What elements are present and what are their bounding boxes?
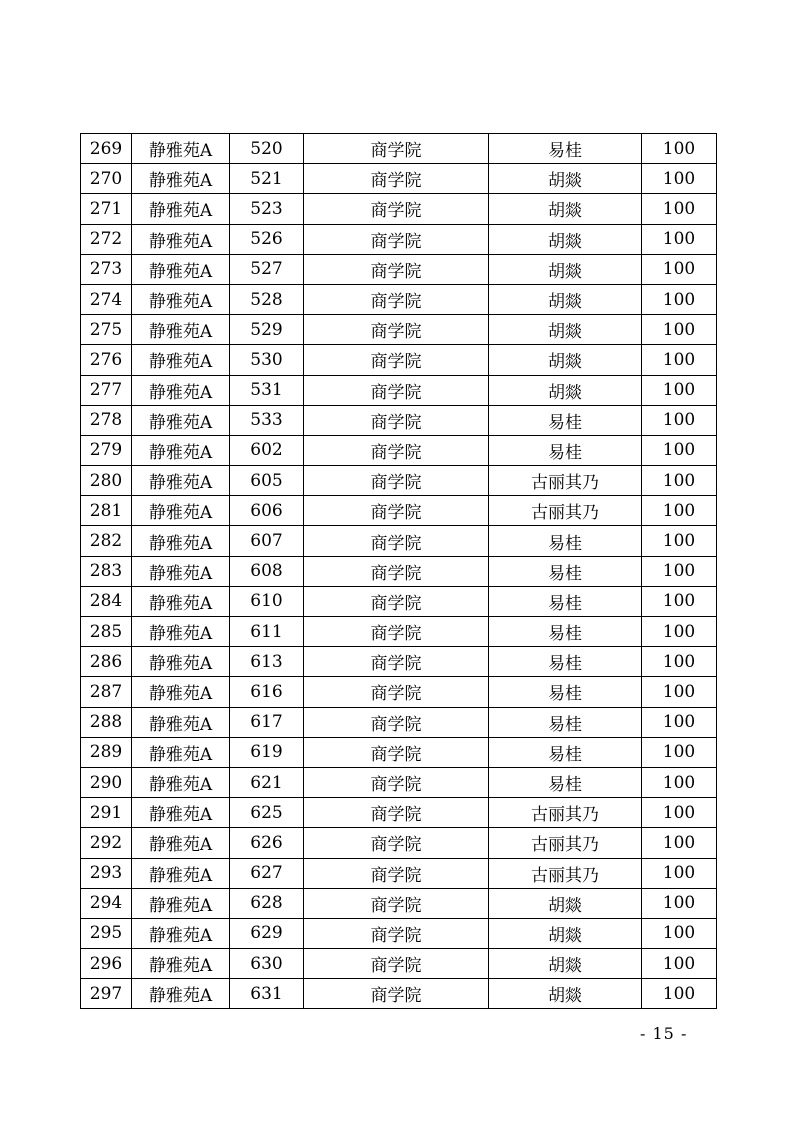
table-row <box>81 586 717 616</box>
building-cell: 静雅苑A <box>132 737 230 767</box>
college-cell: 商学院 <box>304 224 489 254</box>
building-cell: 静雅苑A <box>132 345 230 375</box>
room-number-cell: 602 <box>230 435 304 465</box>
building-cell: 静雅苑A <box>132 617 230 647</box>
row-number-cell: 274 <box>81 284 132 314</box>
college-cell: 商学院 <box>304 888 489 918</box>
building-cell: 静雅苑A <box>132 707 230 737</box>
score-cell: 100 <box>642 194 717 224</box>
college-cell: 商学院 <box>304 798 489 828</box>
row-number-cell: 295 <box>81 918 132 948</box>
building-cell: 静雅苑A <box>132 466 230 496</box>
records-table <box>80 133 717 1009</box>
row-number-cell: 290 <box>81 767 132 797</box>
building-cell: 静雅苑A <box>132 315 230 345</box>
score-cell: 100 <box>642 707 717 737</box>
building-cell: 静雅苑A <box>132 979 230 1009</box>
counselor-cell: 古丽其乃 <box>489 466 642 496</box>
score-cell: 100 <box>642 435 717 465</box>
score-cell: 100 <box>642 949 717 979</box>
table-row <box>81 949 717 979</box>
score-cell: 100 <box>642 979 717 1009</box>
room-number-cell: 616 <box>230 677 304 707</box>
table-row <box>81 194 717 224</box>
building-cell: 静雅苑A <box>132 194 230 224</box>
counselor-cell: 易桂 <box>489 556 642 586</box>
row-number-cell: 297 <box>81 979 132 1009</box>
score-cell: 100 <box>642 767 717 797</box>
row-number-cell: 269 <box>81 134 132 164</box>
room-number-cell: 626 <box>230 828 304 858</box>
row-number-cell: 282 <box>81 526 132 556</box>
score-cell: 100 <box>642 254 717 284</box>
table-row <box>81 496 717 526</box>
row-number-cell: 271 <box>81 194 132 224</box>
table-row <box>81 284 717 314</box>
score-cell: 100 <box>642 466 717 496</box>
table-row <box>81 647 717 677</box>
building-cell: 静雅苑A <box>132 858 230 888</box>
row-number-cell: 287 <box>81 677 132 707</box>
score-cell: 100 <box>642 586 717 616</box>
college-cell: 商学院 <box>304 737 489 767</box>
score-cell: 100 <box>642 828 717 858</box>
table-row <box>81 767 717 797</box>
building-cell: 静雅苑A <box>132 586 230 616</box>
table-row <box>81 617 717 647</box>
room-number-cell: 533 <box>230 405 304 435</box>
college-cell: 商学院 <box>304 617 489 647</box>
college-cell: 商学院 <box>304 254 489 284</box>
table-row <box>81 134 717 164</box>
room-number-cell: 625 <box>230 798 304 828</box>
table-row <box>81 707 717 737</box>
table-row <box>81 798 717 828</box>
row-number-cell: 293 <box>81 858 132 888</box>
college-cell: 商学院 <box>304 134 489 164</box>
score-cell: 100 <box>642 798 717 828</box>
table-row <box>81 828 717 858</box>
score-cell: 100 <box>642 918 717 948</box>
counselor-cell: 胡燚 <box>489 949 642 979</box>
counselor-cell: 古丽其乃 <box>489 858 642 888</box>
row-number-cell: 285 <box>81 617 132 647</box>
college-cell: 商学院 <box>304 918 489 948</box>
table-row <box>81 556 717 586</box>
building-cell: 静雅苑A <box>132 888 230 918</box>
counselor-cell: 易桂 <box>489 405 642 435</box>
counselor-cell: 胡燚 <box>489 888 642 918</box>
row-number-cell: 284 <box>81 586 132 616</box>
table-row <box>81 677 717 707</box>
building-cell: 静雅苑A <box>132 647 230 677</box>
score-cell: 100 <box>642 284 717 314</box>
score-cell: 100 <box>642 496 717 526</box>
counselor-cell: 易桂 <box>489 435 642 465</box>
row-number-cell: 277 <box>81 375 132 405</box>
counselor-cell: 易桂 <box>489 767 642 797</box>
building-cell: 静雅苑A <box>132 164 230 194</box>
score-cell: 100 <box>642 647 717 677</box>
college-cell: 商学院 <box>304 194 489 224</box>
room-number-cell: 521 <box>230 164 304 194</box>
room-number-cell: 627 <box>230 858 304 888</box>
records-body <box>81 134 717 1009</box>
row-number-cell: 278 <box>81 405 132 435</box>
room-number-cell: 606 <box>230 496 304 526</box>
page-number: - 15 - <box>640 1024 688 1043</box>
table-row <box>81 466 717 496</box>
building-cell: 静雅苑A <box>132 284 230 314</box>
college-cell: 商学院 <box>304 707 489 737</box>
table-row <box>81 737 717 767</box>
room-number-cell: 617 <box>230 707 304 737</box>
room-number-cell: 613 <box>230 647 304 677</box>
college-cell: 商学院 <box>304 435 489 465</box>
counselor-cell: 胡燚 <box>489 224 642 254</box>
room-number-cell: 523 <box>230 194 304 224</box>
row-number-cell: 291 <box>81 798 132 828</box>
counselor-cell: 易桂 <box>489 707 642 737</box>
counselor-cell: 易桂 <box>489 134 642 164</box>
room-number-cell: 529 <box>230 315 304 345</box>
score-cell: 100 <box>642 375 717 405</box>
college-cell: 商学院 <box>304 979 489 1009</box>
building-cell: 静雅苑A <box>132 496 230 526</box>
college-cell: 商学院 <box>304 405 489 435</box>
room-number-cell: 630 <box>230 949 304 979</box>
table-row <box>81 979 717 1009</box>
score-cell: 100 <box>642 315 717 345</box>
counselor-cell: 胡燚 <box>489 375 642 405</box>
row-number-cell: 272 <box>81 224 132 254</box>
row-number-cell: 276 <box>81 345 132 375</box>
row-number-cell: 279 <box>81 435 132 465</box>
counselor-cell: 胡燚 <box>489 284 642 314</box>
room-number-cell: 629 <box>230 918 304 948</box>
row-number-cell: 294 <box>81 888 132 918</box>
college-cell: 商学院 <box>304 466 489 496</box>
score-cell: 100 <box>642 405 717 435</box>
building-cell: 静雅苑A <box>132 134 230 164</box>
score-cell: 100 <box>642 526 717 556</box>
room-number-cell: 608 <box>230 556 304 586</box>
counselor-cell: 胡燚 <box>489 254 642 284</box>
building-cell: 静雅苑A <box>132 435 230 465</box>
table-row <box>81 254 717 284</box>
score-cell: 100 <box>642 556 717 586</box>
college-cell: 商学院 <box>304 375 489 405</box>
score-cell: 100 <box>642 224 717 254</box>
score-cell: 100 <box>642 858 717 888</box>
table-row <box>81 435 717 465</box>
score-cell: 100 <box>642 617 717 647</box>
college-cell: 商学院 <box>304 556 489 586</box>
building-cell: 静雅苑A <box>132 254 230 284</box>
counselor-cell: 胡燚 <box>489 194 642 224</box>
building-cell: 静雅苑A <box>132 798 230 828</box>
score-cell: 100 <box>642 345 717 375</box>
row-number-cell: 292 <box>81 828 132 858</box>
building-cell: 静雅苑A <box>132 556 230 586</box>
room-number-cell: 520 <box>230 134 304 164</box>
college-cell: 商学院 <box>304 828 489 858</box>
building-cell: 静雅苑A <box>132 828 230 858</box>
table-row <box>81 858 717 888</box>
room-number-cell: 619 <box>230 737 304 767</box>
row-number-cell: 283 <box>81 556 132 586</box>
table-row <box>81 526 717 556</box>
college-cell: 商学院 <box>304 858 489 888</box>
counselor-cell: 胡燚 <box>489 979 642 1009</box>
college-cell: 商学院 <box>304 677 489 707</box>
counselor-cell: 易桂 <box>489 737 642 767</box>
college-cell: 商学院 <box>304 949 489 979</box>
counselor-cell: 易桂 <box>489 677 642 707</box>
college-cell: 商学院 <box>304 284 489 314</box>
score-cell: 100 <box>642 164 717 194</box>
score-cell: 100 <box>642 737 717 767</box>
row-number-cell: 281 <box>81 496 132 526</box>
table-row <box>81 345 717 375</box>
room-number-cell: 531 <box>230 375 304 405</box>
counselor-cell: 古丽其乃 <box>489 496 642 526</box>
row-number-cell: 289 <box>81 737 132 767</box>
row-number-cell: 296 <box>81 949 132 979</box>
room-number-cell: 628 <box>230 888 304 918</box>
row-number-cell: 280 <box>81 466 132 496</box>
row-number-cell: 270 <box>81 164 132 194</box>
building-cell: 静雅苑A <box>132 949 230 979</box>
counselor-cell: 易桂 <box>489 647 642 677</box>
building-cell: 静雅苑A <box>132 405 230 435</box>
college-cell: 商学院 <box>304 647 489 677</box>
row-number-cell: 288 <box>81 707 132 737</box>
room-number-cell: 610 <box>230 586 304 616</box>
counselor-cell: 易桂 <box>489 526 642 556</box>
building-cell: 静雅苑A <box>132 918 230 948</box>
room-number-cell: 607 <box>230 526 304 556</box>
room-number-cell: 528 <box>230 284 304 314</box>
college-cell: 商学院 <box>304 767 489 797</box>
college-cell: 商学院 <box>304 345 489 375</box>
table-row <box>81 405 717 435</box>
table-row <box>81 224 717 254</box>
room-number-cell: 526 <box>230 224 304 254</box>
table-row <box>81 918 717 948</box>
building-cell: 静雅苑A <box>132 677 230 707</box>
room-number-cell: 611 <box>230 617 304 647</box>
score-cell: 100 <box>642 888 717 918</box>
table-row <box>81 164 717 194</box>
room-number-cell: 605 <box>230 466 304 496</box>
counselor-cell: 古丽其乃 <box>489 828 642 858</box>
building-cell: 静雅苑A <box>132 526 230 556</box>
table-row <box>81 375 717 405</box>
counselor-cell: 胡燚 <box>489 164 642 194</box>
college-cell: 商学院 <box>304 315 489 345</box>
college-cell: 商学院 <box>304 164 489 194</box>
building-cell: 静雅苑A <box>132 767 230 797</box>
table-row <box>81 888 717 918</box>
college-cell: 商学院 <box>304 586 489 616</box>
counselor-cell: 古丽其乃 <box>489 798 642 828</box>
room-number-cell: 530 <box>230 345 304 375</box>
counselor-cell: 胡燚 <box>489 315 642 345</box>
room-number-cell: 631 <box>230 979 304 1009</box>
counselor-cell: 胡燚 <box>489 345 642 375</box>
row-number-cell: 275 <box>81 315 132 345</box>
building-cell: 静雅苑A <box>132 375 230 405</box>
room-number-cell: 527 <box>230 254 304 284</box>
table-row <box>81 315 717 345</box>
counselor-cell: 易桂 <box>489 617 642 647</box>
score-cell: 100 <box>642 677 717 707</box>
counselor-cell: 易桂 <box>489 586 642 616</box>
building-cell: 静雅苑A <box>132 224 230 254</box>
college-cell: 商学院 <box>304 496 489 526</box>
college-cell: 商学院 <box>304 526 489 556</box>
score-cell: 100 <box>642 134 717 164</box>
row-number-cell: 286 <box>81 647 132 677</box>
row-number-cell: 273 <box>81 254 132 284</box>
room-number-cell: 621 <box>230 767 304 797</box>
counselor-cell: 胡燚 <box>489 918 642 948</box>
